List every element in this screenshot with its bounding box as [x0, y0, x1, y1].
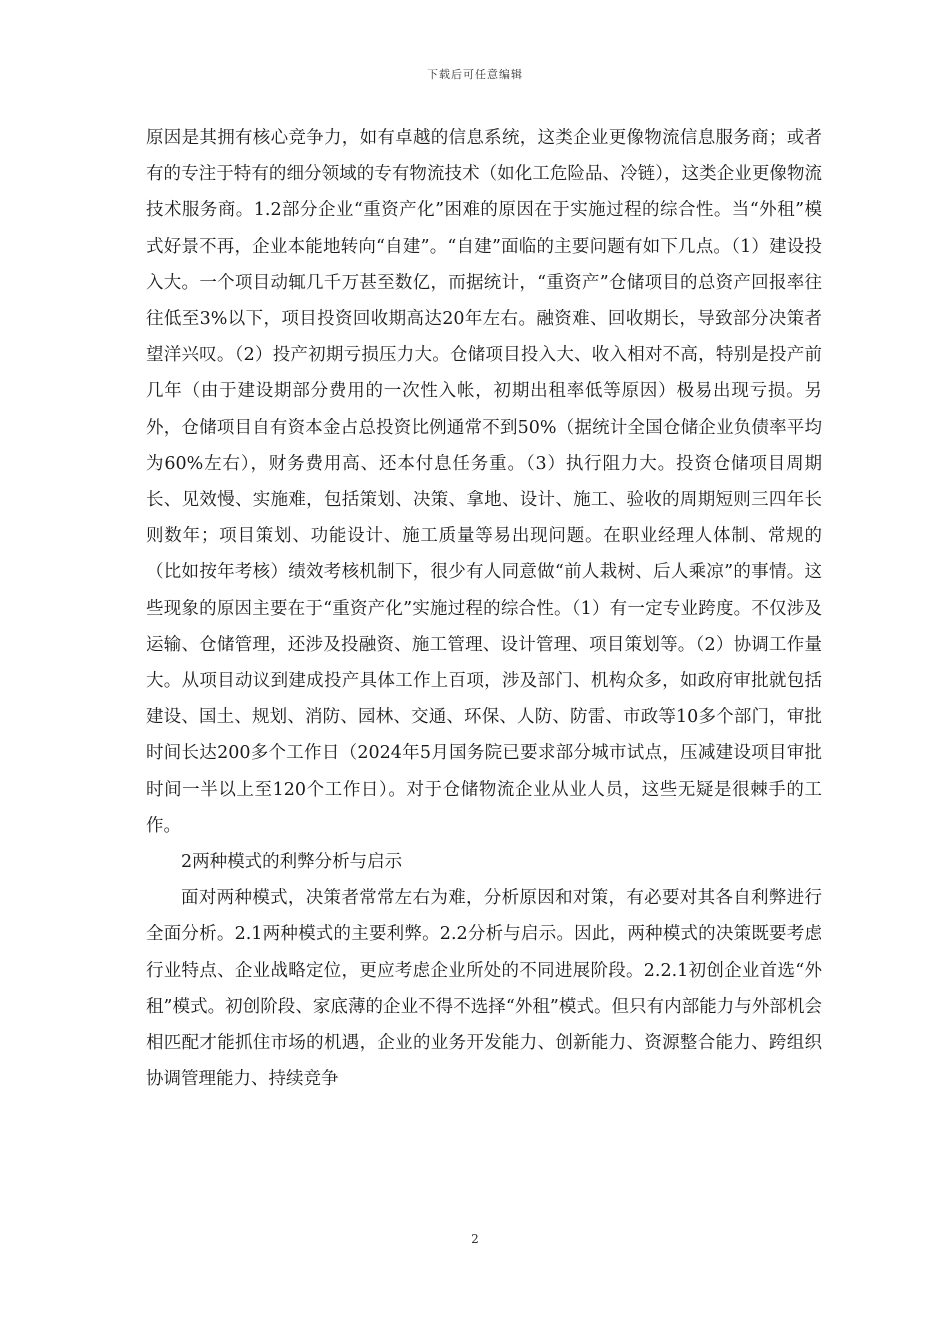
page-header: 下载后可任意编辑	[427, 68, 523, 81]
body-paragraph: 原因是其拥有核心竞争力，如有卓越的信息系统，这类企业更像物流信息服务商；或者有的专注于特有的细分领域的专有物流技术（如化工危险品、冷链），这类企业更像物流技术服务商。1.2部分企业“重资产化”困难的原因在于实施过程的综合性。当“外租”模式好景不再，企业本能地转向“自建”。“自建”面临的主要问题有如下几点。（1）建设投入大。一个项目动辄几千万甚至数亿，而据统计，“重资产”仓储项目的总资产回报率往往低至3%以下，项目投资回收期高达20年左右。融资难、回收期长，导致部分决策者望洋兴叹。（2）投产初期亏损压力大。仓储项目投入大、收入相对不高，特别是投产前几年（由于建设期部分费用的一次性入帐，初期出租率低等原因）极易出现亏损。另外，仓储项目自有资本金占总投资比例通常不到50%（据统计全国仓储企业负债率平均为60%左右），财务费用高、还本付息任务重。（3）执行阻力大。投资仓储项目周期长、见效慢、实施难，包括策划、决策、拿地、设计、施工、验收的周期短则三四年长则数年；项目策划、功能设计、施工质量等易出现问题。在职业经理人体制、常规的（比如按年考核）绩效考核机制下，很少有人同意做“前人栽树、后人乘凉”的事情。这些现象的原因主要在于“重资产化”实施过程的综合性。（1）有一定专业跨度。不仅涉及运输、仓储管理，还涉及投融资、施工管理、设计管理、项目策划等。（2）协调工作量大。从项目动议到建成投产具体工作上百项，涉及部门、机构众多，如政府审批就包括建设、国土、规划、消防、园林、交通、环保、人防、防雷、市政等10多个部门，审批时间长达200多个工作日（2024年5月国务院已要求部分城市试点，压减建设项目审批时间一半以上至120个工作日）。对于仓储物流企业从业人员，这些无疑是很棘手的工作。	[146, 128, 822, 836]
page-number: 2	[471, 1232, 479, 1246]
body-paragraph: 面对两种模式，决策者常常左右为难，分析原因和对策，有必要对其各自利弊进行全面分析。2.1两种模式的主要利弊。2.2分析与启示。因此，两种模式的决策既要考虑行业特点、企业战略定位，更应考虑企业所处的不同进展阶段。2.2.1初创企业首选“外租”模式。初创阶段、家底薄的企业不得不选择“外租”模式。但只有内部能力与外部机会相匹配才能抓住市场的机遇，企业的业务开发能力、创新能力、资源整合能力、跨组织协调管理能力、持续竞争	[146, 888, 822, 1090]
document-body	[146, 120, 822, 1097]
section-heading: 2两种模式的利弊分析与启示	[181, 852, 403, 873]
